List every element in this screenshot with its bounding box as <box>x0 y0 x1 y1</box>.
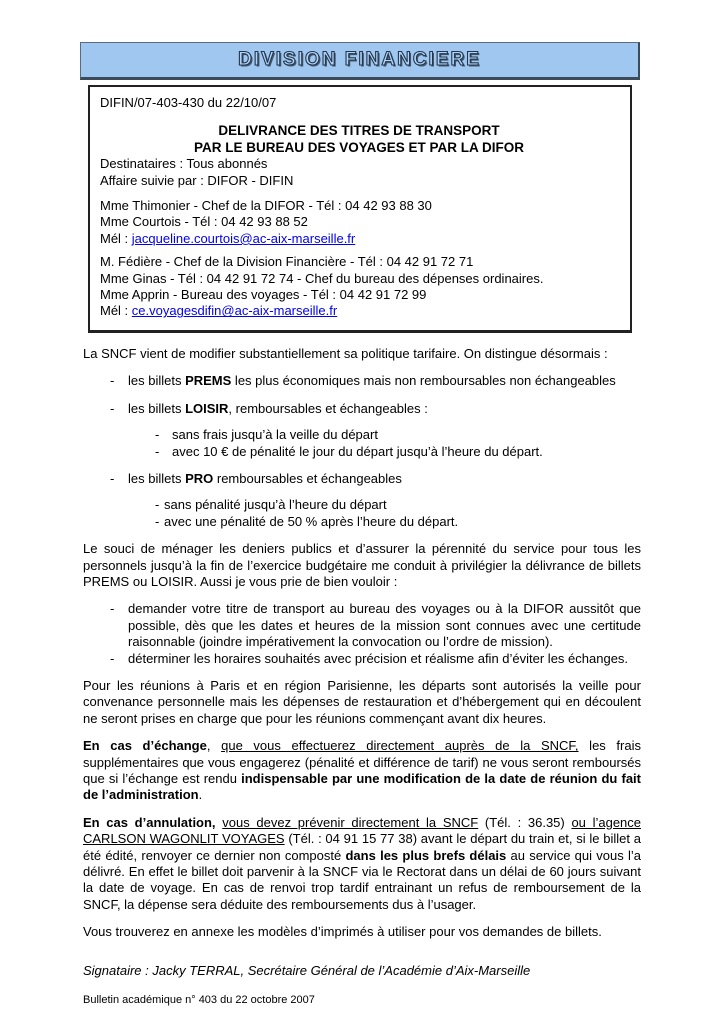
contact-email-line <box>100 231 618 247</box>
text-segment: au service qui vous l’a délivré. En effet le billet doit parvenir à la SNCF via le Rectorat dans un délai de 60 jours suivant la date de voyage. En cas de renvoi trop tardif entrainant un refus de remboursement de la SNCF, la dépense sera déduite des remboursements dus à l’usager. <box>83 847 641 912</box>
text-segment-bold: indispensable par une modification de la date de réunion du fait de l’administration <box>83 771 641 803</box>
text-segment-underline: ou l’agence CARLSON WAGONLIT VOYAGES <box>83 814 642 847</box>
memo-header-box <box>88 85 632 333</box>
email-link-difor[interactable]: jacqueline.courtois@ac-aix-marseille.fr <box>131 230 356 246</box>
text-segment-bold: En cas d’échange <box>83 738 207 754</box>
sub-bullet-text: sans frais jusqu’à la veille du départ <box>172 427 378 443</box>
text-segment: , <box>206 738 222 754</box>
dash-marker: - <box>155 513 160 529</box>
contact-line: Mme Apprin - Bureau des voyages - Tél : 04 42 91 72 99 <box>100 287 427 303</box>
bullet-pro-text <box>128 471 641 487</box>
email-label: Mél : <box>100 303 132 319</box>
intro-paragraph: La SNCF vient de modifier substantiellement sa politique tarifaire. On distingue désormais : <box>83 345 608 361</box>
bullet-prems <box>83 373 641 389</box>
sub-bullet-text: avec 10 € de pénalité le jour du départ jusqu’à l’heure du départ. <box>172 443 543 459</box>
text-segment: . <box>198 787 203 803</box>
text-segment: les billets <box>128 470 186 486</box>
annexe-paragraph: Vous trouverez en annexe les modèles d’imprimés à utiliser pour vos demandes de billets. <box>83 924 602 940</box>
sub-bullet-text: avec une pénalité de 50 % après l’heure du départ. <box>164 513 459 529</box>
dash-marker: - <box>110 373 115 389</box>
text-segment-bold: PREMS <box>185 373 232 389</box>
affaire-suivie-line: Affaire suivie par : DIFOR - DIFIN <box>100 172 294 188</box>
text-segment-underline: que vous effectuerez directement auprès de la SNCF, <box>221 738 579 754</box>
text-segment: les plus économiques mais non remboursables non échangeables <box>231 373 616 389</box>
email-link-difin[interactable]: ce.voyagesdifin@ac-aix-marseille.fr <box>131 303 338 319</box>
text-segment-bold: PRO <box>185 470 214 486</box>
text-segment-bold: LOISIR <box>185 400 229 416</box>
bullet-determiner <box>83 651 641 667</box>
text-segment-underline: vous devez prévenir directement la SNCF <box>222 814 479 830</box>
text-segment: les billets <box>128 373 186 389</box>
sub-bullet <box>83 514 641 530</box>
contact-line: M. Fédière - Chef de la Division Financière - Tél : 04 42 91 72 71 <box>100 254 474 270</box>
instructions-list <box>83 601 641 667</box>
sub-bullet <box>83 497 641 513</box>
reunions-paragraph: Pour les réunions à Paris et en région Parisienne, les départs sont autorisés la veille pour convenance personnelle mais les dépenses de restauration et d’hébergement qui en découlent ne seront prises en charge que pour les réunions commençant avant dix heures. <box>83 677 641 726</box>
text-segment: les billets <box>128 400 186 416</box>
destinataires-line: Destinataires : Tous abonnés <box>100 156 268 172</box>
division-title: DIVISION FINANCIERE <box>238 48 481 70</box>
contact-line: Mme Ginas - Tél : 04 42 91 72 74 - Chef du bureau des dépenses ordinaires. <box>100 270 544 286</box>
pro-sublist <box>83 497 641 530</box>
dash-marker: - <box>110 400 115 416</box>
dash-marker: - <box>110 601 115 617</box>
bullet-loisir-text <box>128 401 641 417</box>
contact-email-line <box>100 303 618 319</box>
souci-paragraph: Le souci de ménager les deniers publics et d’assurer la pérennité du service pour tous les personnels jusqu’à la fin de l’exercice budgétaire me conduit à privilégier la délivrance de billets PREMS ou LOISIR. Aussi je vous prie de bien vouloir : <box>83 541 641 589</box>
text-segment: remboursables et échangeables <box>213 470 402 486</box>
bullet-demander-text: demander votre titre de transport au bureau des voyages ou à la DIFOR aussitôt que possible, dès que les dates et heures de la mission sont connues avec une certitude raisonnable (joindre impérativement la convocation ou l’ordre de mission). <box>128 601 641 650</box>
signature-line: Signataire : Jacky TERRAL, Secrétaire Général de l’Académie d’Aix-Marseille <box>83 962 531 978</box>
text-segment-bold: En cas d’annulation, <box>83 814 216 830</box>
bullet-determiner-text: déterminer les horaires souhaités avec précision et réalisme afin d’éviter les échanges. <box>128 650 629 666</box>
text-segment: (Tél. : 36.35) <box>478 814 572 830</box>
contact-group-difin <box>100 254 618 320</box>
text-segment: (Tél. : 04 91 15 77 38) avant le départ du train et, si le billet a été édité, renvoyer ce dernier non composté <box>83 831 641 863</box>
bullet-demander <box>83 601 641 650</box>
text-segment: , remboursables et échangeables : <box>228 400 428 416</box>
sub-bullet <box>83 427 641 443</box>
dash-marker: - <box>155 497 160 513</box>
dash-marker: - <box>155 427 160 443</box>
bullet-prems-text <box>128 373 641 389</box>
loisir-sublist <box>83 427 641 460</box>
memo-title <box>100 123 618 156</box>
memo-title-line2: PAR LE BUREAU DES VOYAGES ET PAR LA DIFOR <box>193 139 525 155</box>
sub-bullet-text: sans pénalité jusqu’à l’heure du départ <box>164 497 387 513</box>
dash-marker: - <box>155 443 160 459</box>
footer-line: Bulletin académique n° 403 du 22 octobre 2007 <box>83 994 315 1007</box>
sub-bullet <box>83 444 641 460</box>
memo-title-line1: DELIVRANCE DES TITRES DE TRANSPORT <box>218 123 500 139</box>
memo-body <box>83 346 641 1009</box>
echange-paragraph <box>83 738 641 804</box>
contact-line: Mme Courtois - Tél : 04 42 93 88 52 <box>100 214 308 230</box>
text-segment-bold: dans les plus brefs délais <box>345 847 507 863</box>
bullet-pro <box>83 471 641 487</box>
dash-marker: - <box>110 470 115 486</box>
email-label: Mél : <box>100 230 132 246</box>
dash-marker: - <box>110 650 115 666</box>
contact-group-difor <box>100 198 618 247</box>
bullet-loisir <box>83 401 641 417</box>
division-banner <box>80 42 640 80</box>
annulation-paragraph <box>83 815 641 913</box>
text-segment: les frais supplémentaires que vous engagerez (pénalité et différence de tarif) ne vous seront remboursés que si l’échange est rendu <box>83 738 641 786</box>
memo-reference: DIFIN/07-403-430 du 22/10/07 <box>100 95 277 110</box>
contact-line: Mme Thimonier - Chef de la DIFOR - Tél : 04 42 93 88 30 <box>100 198 432 214</box>
